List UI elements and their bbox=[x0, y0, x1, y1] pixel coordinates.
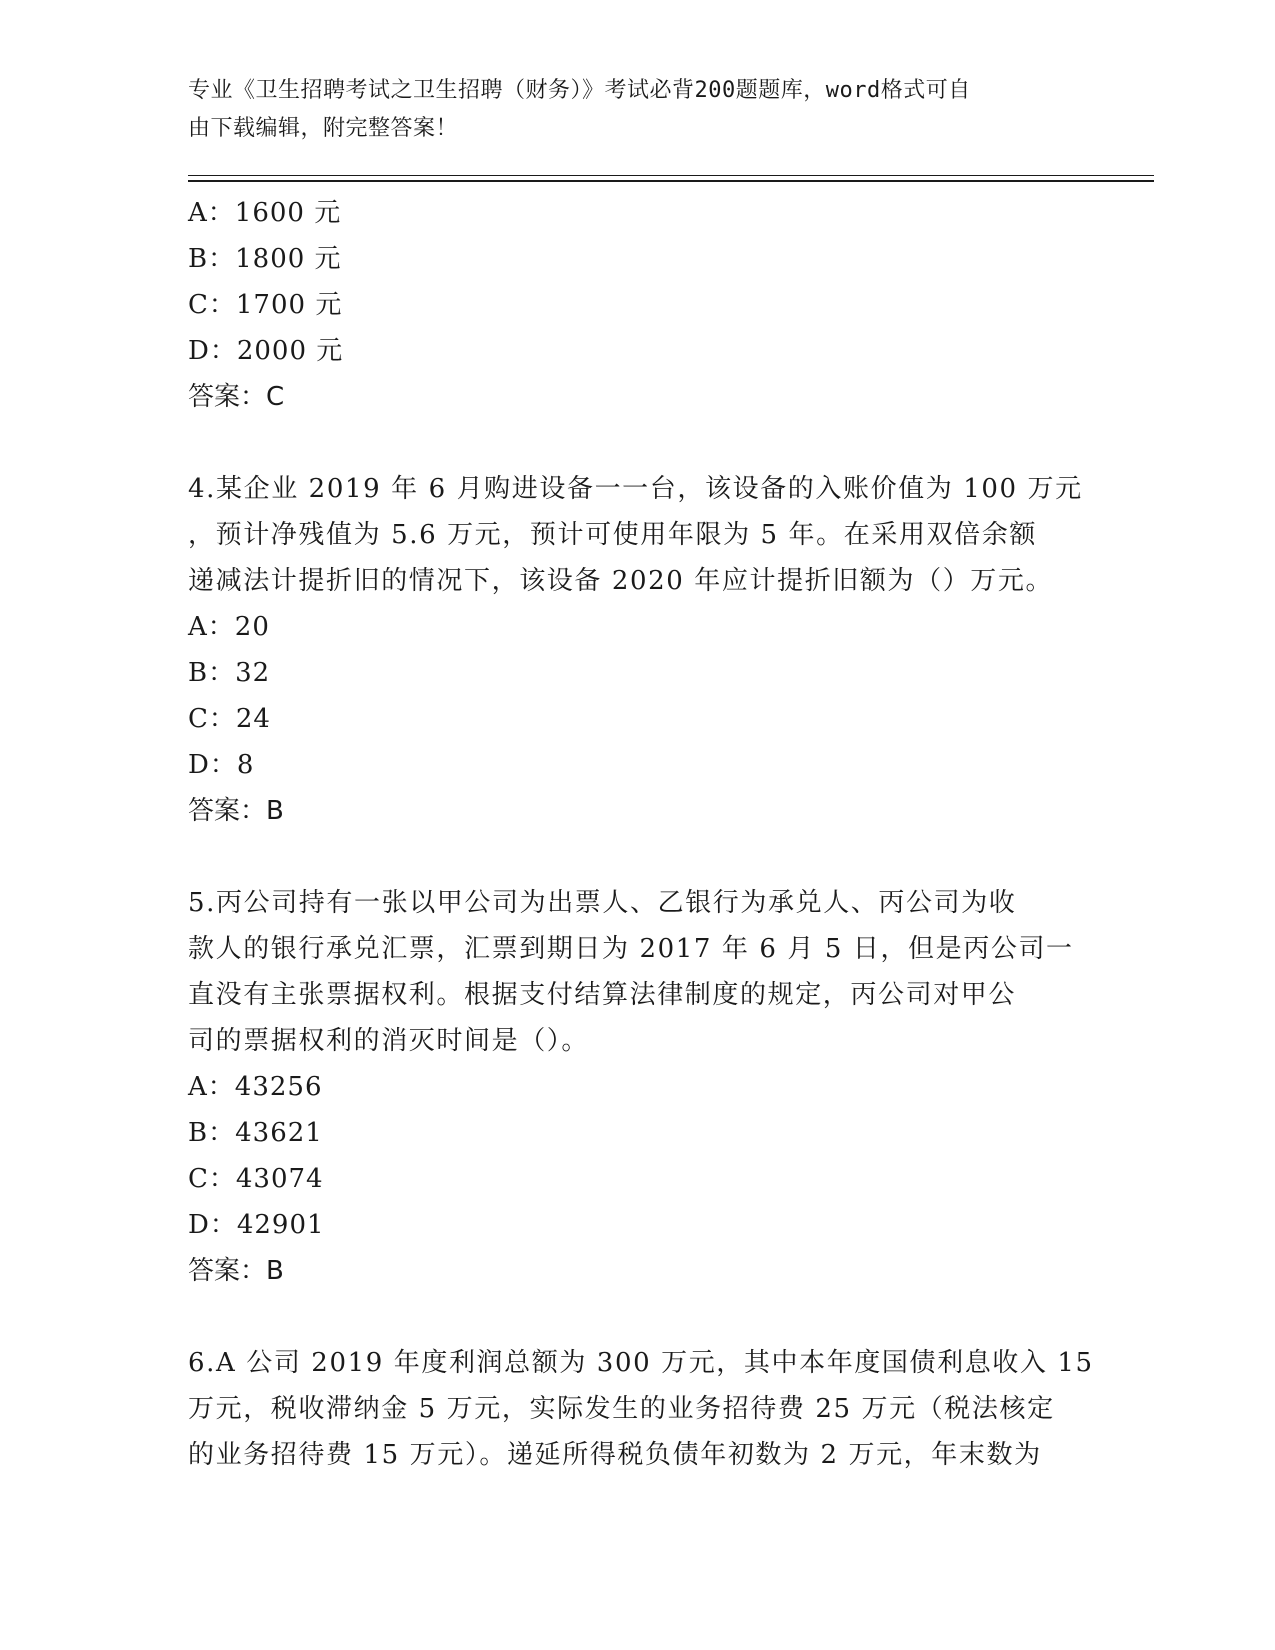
option-b: B：32 bbox=[188, 658, 271, 688]
option-b: B：43621 bbox=[188, 1118, 323, 1148]
spacer bbox=[188, 834, 1088, 880]
option-a: A：43256 bbox=[188, 1072, 323, 1102]
option-d: D：42901 bbox=[188, 1210, 325, 1240]
spacer bbox=[188, 420, 1088, 466]
option-d: D：8 bbox=[188, 750, 255, 780]
question-text-line: ，预计净残值为 5.6 万元，预计可使用年限为 5 年。在采用双倍余额 bbox=[188, 520, 1037, 550]
option-b: B：1800 元 bbox=[188, 244, 342, 274]
question-5 bbox=[188, 880, 1088, 1294]
question-6 bbox=[188, 1340, 1094, 1478]
question-text-line: 6.A 公司 2019 年度利润总额为 300 万元，其中本年度国债利息收入 15 bbox=[188, 1348, 1094, 1378]
question-text-line: 的业务招待费 15 万元）。递延所得税负债年初数为 2 万元，年末数为 bbox=[188, 1440, 1042, 1470]
header-divider-thin bbox=[188, 175, 1154, 176]
question-text-line: 5.丙公司持有一张以甲公司为出票人、乙银行为承兑人、丙公司为收 bbox=[188, 888, 1017, 918]
option-c: C：24 bbox=[188, 704, 271, 734]
question-text-line: 款人的银行承兑汇票，汇票到期日为 2017 年 6 月 5 日，但是丙公司一 bbox=[188, 934, 1074, 964]
header-line-2: 由下载编辑，附完整答案！ bbox=[188, 116, 459, 141]
header-divider-thick bbox=[188, 180, 1154, 182]
option-c: C：1700 元 bbox=[188, 290, 343, 320]
answer-line: 答案：B bbox=[188, 796, 284, 826]
answer-line: 答案：C bbox=[188, 382, 285, 412]
document-header bbox=[188, 72, 1068, 148]
option-c: C：43074 bbox=[188, 1164, 324, 1194]
question-4 bbox=[188, 466, 1088, 834]
question-text-line: 万元，税收滞纳金 5 万元，实际发生的业务招待费 25 万元（税法核定 bbox=[188, 1394, 1055, 1424]
question-list bbox=[188, 190, 1094, 1478]
question-text-line: 4.某企业 2019 年 6 月购进设备一一台，该设备的入账价值为 100 万元 bbox=[188, 474, 1083, 504]
header-line-1: 专业《卫生招聘考试之卫生招聘（财务）》考试必背200题题库，word格式可自 bbox=[188, 78, 971, 103]
spacer bbox=[188, 1294, 1088, 1340]
option-d: D：2000 元 bbox=[188, 336, 344, 366]
option-a: A：20 bbox=[188, 612, 270, 642]
question-text-line: 递减法计提折旧的情况下，该设备 2020 年应计提折旧额为（）万元。 bbox=[188, 566, 1054, 596]
question-text-line: 司的票据权利的消灭时间是（）。 bbox=[188, 1026, 590, 1056]
question-3-continuation bbox=[188, 190, 1088, 420]
question-text-line: 直没有主张票据权利。根据支付结算法律制度的规定，丙公司对甲公 bbox=[188, 980, 1017, 1010]
answer-line: 答案：B bbox=[188, 1256, 284, 1286]
option-a: A：1600 元 bbox=[188, 198, 342, 228]
